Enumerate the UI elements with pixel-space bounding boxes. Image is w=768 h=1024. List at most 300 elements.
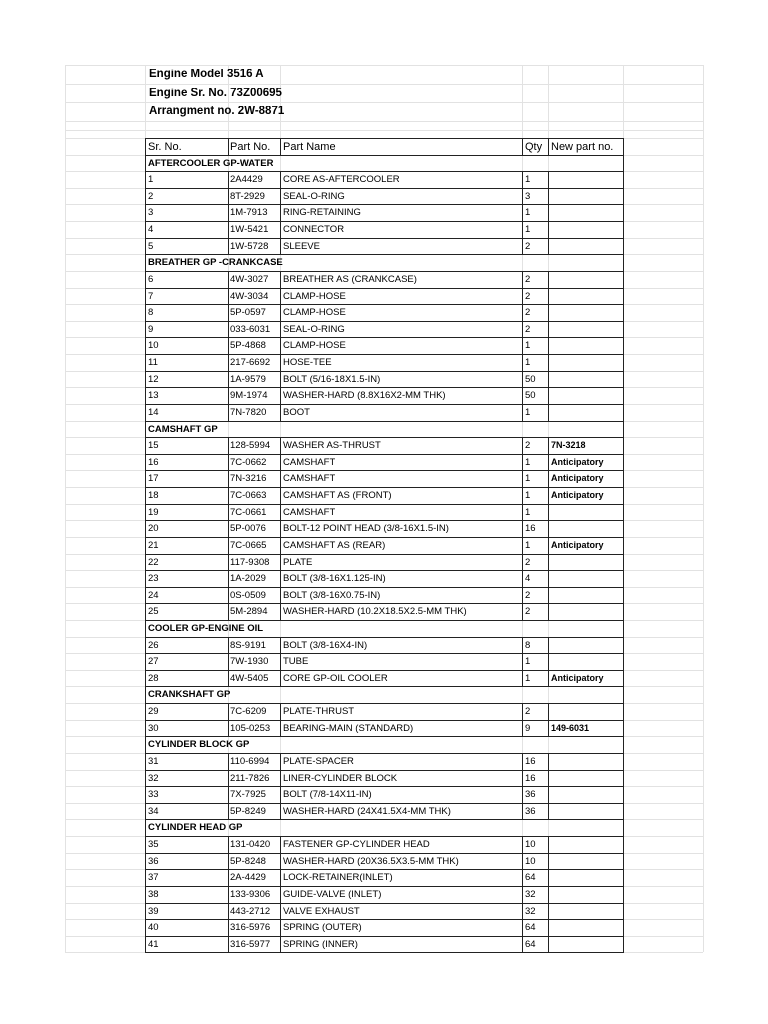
grid-hline bbox=[623, 570, 703, 571]
table-vline bbox=[522, 537, 523, 555]
part-name-cell: CORE GP-OIL COOLER bbox=[283, 673, 388, 683]
table-vline bbox=[145, 204, 146, 222]
qty-cell: 16 bbox=[525, 773, 536, 783]
table-vline bbox=[548, 238, 549, 255]
table-hline bbox=[145, 321, 624, 322]
section-title: CYLINDER HEAD GP bbox=[148, 822, 243, 832]
grid-hline bbox=[623, 454, 703, 455]
part-name-cell: HOSE-TEE bbox=[283, 357, 332, 367]
table-vline bbox=[228, 537, 229, 555]
table-vline bbox=[145, 936, 146, 953]
table-hline bbox=[145, 836, 624, 837]
sr-no-cell: 24 bbox=[148, 590, 159, 600]
part-no-cell: 5P-4868 bbox=[230, 340, 266, 350]
grid-hline bbox=[65, 836, 145, 837]
table-vline bbox=[228, 404, 229, 422]
table-vline bbox=[280, 221, 281, 239]
table-vline bbox=[280, 653, 281, 671]
sr-no-cell: 8 bbox=[148, 307, 154, 317]
grid-hline bbox=[65, 537, 145, 538]
table-vline bbox=[280, 321, 281, 338]
grid-hline bbox=[623, 803, 703, 804]
grid-hline bbox=[623, 952, 703, 953]
qty-cell: 2 bbox=[525, 241, 531, 251]
table-vline bbox=[228, 637, 229, 654]
table-vline bbox=[522, 803, 523, 820]
table-vline bbox=[280, 337, 281, 355]
table-hline bbox=[145, 504, 624, 505]
table-vline bbox=[145, 903, 146, 920]
table-vline bbox=[228, 653, 229, 671]
part-no-cell: 1M-7913 bbox=[230, 207, 268, 217]
sr-no-cell: 33 bbox=[148, 789, 159, 799]
table-vline bbox=[228, 720, 229, 737]
table-vline bbox=[522, 404, 523, 422]
part-no-cell: 7N-3216 bbox=[230, 473, 267, 483]
part-name-cell: CAMSHAFT bbox=[283, 457, 336, 467]
sr-no-cell: 32 bbox=[148, 773, 159, 783]
table-vline bbox=[145, 786, 146, 804]
table-vline bbox=[280, 437, 281, 455]
part-name-cell: SPRING (INNER) bbox=[283, 939, 358, 949]
table-vline bbox=[228, 354, 229, 372]
table-vline bbox=[280, 770, 281, 787]
grid-hline bbox=[623, 819, 703, 820]
table-hline bbox=[145, 421, 624, 422]
sr-no-cell: 34 bbox=[148, 806, 159, 816]
table-vline bbox=[280, 670, 281, 687]
qty-cell: 50 bbox=[525, 390, 536, 400]
sr-no-cell: 39 bbox=[148, 906, 159, 916]
table-vline bbox=[228, 836, 229, 854]
part-name-cell: CAMSHAFT AS (REAR) bbox=[283, 540, 386, 550]
grid-hline bbox=[623, 554, 703, 555]
table-vline bbox=[548, 487, 549, 505]
grid-hline bbox=[65, 454, 145, 455]
table-vline bbox=[522, 271, 523, 289]
table-vline bbox=[522, 703, 523, 721]
table-vline bbox=[145, 487, 146, 505]
table-vline bbox=[623, 803, 624, 820]
grid-hline bbox=[65, 703, 145, 704]
table-vline bbox=[623, 504, 624, 521]
table-hline bbox=[145, 736, 624, 737]
table-vline bbox=[623, 254, 624, 272]
table-vline bbox=[145, 886, 146, 904]
table-vline bbox=[623, 637, 624, 654]
part-no-cell: 117-9308 bbox=[230, 557, 270, 567]
part-no-cell: 4W-5405 bbox=[230, 673, 269, 683]
table-vline bbox=[228, 786, 229, 804]
grid-hline bbox=[65, 171, 145, 172]
qty-cell: 16 bbox=[525, 523, 536, 533]
grid-hline bbox=[65, 404, 145, 405]
qty-cell: 1 bbox=[525, 457, 531, 467]
sr-no-cell: 18 bbox=[148, 490, 159, 500]
table-hline bbox=[145, 853, 624, 854]
table-vline bbox=[145, 686, 146, 704]
qty-cell: 1 bbox=[525, 407, 531, 417]
table-vline bbox=[548, 188, 549, 205]
grid-hline bbox=[65, 803, 145, 804]
qty-cell: 1 bbox=[525, 357, 531, 367]
grid-hline bbox=[623, 504, 703, 505]
table-vline bbox=[548, 570, 549, 588]
sr-no-cell: 38 bbox=[148, 889, 159, 899]
sr-no-cell: 5 bbox=[148, 241, 154, 251]
table-hline bbox=[145, 171, 624, 172]
table-vline bbox=[228, 803, 229, 820]
part-no-cell: 7C-0661 bbox=[230, 507, 267, 517]
grid-hline bbox=[65, 470, 145, 471]
grid-hline bbox=[623, 686, 703, 687]
grid-hline bbox=[65, 221, 145, 222]
table-vline bbox=[548, 204, 549, 222]
table-vline bbox=[280, 554, 281, 571]
table-hline bbox=[145, 919, 624, 920]
table-vline bbox=[228, 886, 229, 904]
table-hline bbox=[145, 221, 624, 222]
table-vline bbox=[280, 188, 281, 205]
table-vline bbox=[145, 753, 146, 771]
grid-hline bbox=[65, 121, 703, 122]
table-vline bbox=[623, 819, 624, 837]
table-vline bbox=[623, 271, 624, 289]
grid-hline bbox=[65, 271, 145, 272]
part-name-cell: WASHER-HARD (24X41.5X4-MM THK) bbox=[283, 806, 451, 816]
grid-hline bbox=[623, 171, 703, 172]
qty-cell: 64 bbox=[525, 922, 536, 932]
table-vline bbox=[228, 603, 229, 621]
table-hline bbox=[145, 387, 624, 388]
part-name-cell: CORE AS-AFTERCOOLER bbox=[283, 174, 400, 184]
table-vline bbox=[228, 188, 229, 205]
part-no-cell: 8T-2929 bbox=[230, 191, 265, 201]
table-vline bbox=[228, 470, 229, 488]
sr-no-cell: 16 bbox=[148, 457, 159, 467]
table-vline bbox=[228, 770, 229, 787]
table-vline bbox=[623, 554, 624, 571]
part-no-cell: 4W-3034 bbox=[230, 291, 269, 301]
engine-serial-label: Engine Sr. No. 73Z00695 bbox=[149, 87, 282, 99]
table-vline bbox=[548, 919, 549, 937]
table-vline bbox=[548, 221, 549, 239]
engine-model-label: Engine Model 3516 A bbox=[149, 69, 264, 80]
sr-no-cell: 22 bbox=[148, 557, 159, 567]
part-name-cell: BOLT (3/8-16X1.125-IN) bbox=[283, 573, 386, 583]
table-hline bbox=[145, 786, 624, 787]
part-no-cell: 5P-0076 bbox=[230, 523, 266, 533]
sr-no-cell: 14 bbox=[148, 407, 159, 417]
part-no-cell: 133-9306 bbox=[230, 889, 271, 899]
grid-hline bbox=[65, 437, 145, 438]
grid-hline bbox=[623, 936, 703, 937]
table-hline bbox=[145, 819, 624, 820]
table-vline bbox=[280, 138, 281, 156]
table-vline bbox=[548, 504, 549, 521]
qty-cell: 36 bbox=[525, 806, 536, 816]
table-vline bbox=[623, 869, 624, 887]
qty-cell: 1 bbox=[525, 207, 531, 217]
table-vline bbox=[228, 919, 229, 937]
table-vline bbox=[145, 919, 146, 937]
table-vline bbox=[280, 587, 281, 604]
table-vline bbox=[548, 371, 549, 388]
part-name-cell: WASHER-HARD (8.8X16X2-MM THK) bbox=[283, 390, 446, 400]
table-vline bbox=[228, 487, 229, 505]
table-vline bbox=[548, 786, 549, 804]
qty-cell: 2 bbox=[525, 291, 531, 301]
table-vline bbox=[623, 720, 624, 737]
part-no-cell: 7C-0663 bbox=[230, 490, 267, 500]
table-vline bbox=[145, 288, 146, 305]
table-vline bbox=[145, 554, 146, 571]
table-vline bbox=[280, 570, 281, 588]
table-vline bbox=[548, 703, 549, 721]
sr-no-cell: 41 bbox=[148, 939, 159, 949]
grid-hline bbox=[65, 321, 145, 322]
table-vline bbox=[280, 753, 281, 771]
table-vline bbox=[522, 188, 523, 205]
table-vline bbox=[548, 354, 549, 372]
table-vline bbox=[280, 238, 281, 255]
grid-hline bbox=[65, 504, 145, 505]
qty-cell: 2 bbox=[525, 590, 531, 600]
grid-hline bbox=[623, 520, 703, 521]
table-hline bbox=[145, 470, 624, 471]
table-vline bbox=[548, 770, 549, 787]
table-vline bbox=[280, 204, 281, 222]
grid-hline bbox=[623, 869, 703, 870]
part-no-cell: 7W-1930 bbox=[230, 656, 269, 666]
grid-hline bbox=[623, 221, 703, 222]
part-name-cell: VALVE EXHAUST bbox=[283, 906, 360, 916]
grid-hline bbox=[65, 155, 145, 156]
sr-no-cell: 12 bbox=[148, 374, 159, 384]
table-vline bbox=[522, 869, 523, 887]
table-vline bbox=[623, 354, 624, 372]
grid-hline bbox=[623, 321, 703, 322]
table-hline bbox=[145, 354, 624, 355]
table-vline bbox=[228, 670, 229, 687]
qty-cell: 1 bbox=[525, 507, 531, 517]
qty-cell: 1 bbox=[525, 490, 531, 500]
sr-no-cell: 6 bbox=[148, 274, 154, 284]
table-vline bbox=[623, 221, 624, 239]
table-vline bbox=[623, 903, 624, 920]
grid-hline bbox=[65, 130, 703, 131]
part-no-cell: 5M-2894 bbox=[230, 606, 268, 616]
table-vline bbox=[228, 371, 229, 388]
table-vline bbox=[228, 903, 229, 920]
part-name-cell: CAMSHAFT bbox=[283, 473, 336, 483]
table-vline bbox=[145, 304, 146, 322]
qty-cell: 3 bbox=[525, 191, 531, 201]
part-no-cell: 0S-0509 bbox=[230, 590, 266, 600]
table-vline bbox=[623, 437, 624, 455]
table-vline bbox=[548, 886, 549, 904]
table-vline bbox=[623, 171, 624, 189]
table-vline bbox=[522, 171, 523, 189]
table-hline bbox=[145, 637, 624, 638]
grid-hline bbox=[65, 886, 145, 887]
part-no-cell: 1A-2029 bbox=[230, 573, 266, 583]
grid-hline bbox=[65, 387, 145, 388]
table-vline bbox=[548, 171, 549, 189]
table-vline bbox=[280, 637, 281, 654]
grid-hline bbox=[623, 620, 703, 621]
col-new-part-no-header: New part no. bbox=[551, 141, 614, 153]
grid-hline bbox=[623, 587, 703, 588]
grid-hline bbox=[623, 421, 703, 422]
table-vline bbox=[548, 903, 549, 920]
grid-hline bbox=[65, 337, 145, 338]
table-vline bbox=[548, 437, 549, 455]
table-hline bbox=[145, 753, 624, 754]
table-vline bbox=[280, 171, 281, 189]
qty-cell: 2 bbox=[525, 324, 531, 334]
grid-hline bbox=[65, 554, 145, 555]
sr-no-cell: 7 bbox=[148, 291, 154, 301]
table-vline bbox=[623, 587, 624, 604]
table-vline bbox=[522, 304, 523, 322]
table-hline bbox=[145, 886, 624, 887]
table-vline bbox=[145, 803, 146, 820]
table-vline bbox=[548, 404, 549, 422]
table-vline bbox=[522, 570, 523, 588]
grid-hline bbox=[65, 603, 145, 604]
qty-cell: 50 bbox=[525, 374, 536, 384]
table-vline bbox=[548, 603, 549, 621]
qty-cell: 8 bbox=[525, 640, 531, 650]
table-vline bbox=[623, 886, 624, 904]
grid-hline bbox=[65, 952, 145, 953]
table-vline bbox=[623, 703, 624, 721]
table-vline bbox=[228, 238, 229, 255]
table-hline bbox=[145, 288, 624, 289]
table-vline bbox=[623, 936, 624, 953]
part-name-cell: PLATE bbox=[283, 557, 313, 567]
table-vline bbox=[623, 337, 624, 355]
table-vline bbox=[522, 354, 523, 372]
part-no-cell: 5P-8248 bbox=[230, 856, 266, 866]
grid-hline bbox=[623, 886, 703, 887]
table-vline bbox=[522, 504, 523, 521]
table-vline bbox=[280, 903, 281, 920]
grid-hline bbox=[623, 720, 703, 721]
grid-hline bbox=[65, 903, 145, 904]
table-vline bbox=[145, 836, 146, 854]
grid-hline bbox=[65, 188, 145, 189]
table-hline bbox=[145, 869, 624, 870]
part-name-cell: WASHER AS-THRUST bbox=[283, 440, 381, 450]
part-name-cell: PLATE-SPACER bbox=[283, 756, 354, 766]
table-vline bbox=[522, 786, 523, 804]
table-vline bbox=[280, 470, 281, 488]
grid-hline bbox=[65, 65, 703, 66]
table-vline bbox=[228, 337, 229, 355]
sr-no-cell: 23 bbox=[148, 573, 159, 583]
new-part-no-cell: Anticipatory bbox=[551, 540, 604, 550]
table-vline bbox=[548, 869, 549, 887]
table-vline bbox=[145, 470, 146, 488]
grid-hline bbox=[65, 238, 145, 239]
qty-cell: 10 bbox=[525, 856, 536, 866]
new-part-no-cell: Anticipatory bbox=[551, 457, 604, 467]
part-name-cell: CLAMP-HOSE bbox=[283, 291, 346, 301]
table-vline bbox=[145, 155, 146, 172]
col-part-name-header: Part Name bbox=[283, 141, 336, 153]
grid-hline bbox=[65, 204, 145, 205]
table-vline bbox=[548, 470, 549, 488]
part-no-cell: 7X-7925 bbox=[230, 789, 266, 799]
grid-hline bbox=[623, 736, 703, 737]
table-hline bbox=[145, 936, 624, 937]
table-vline bbox=[522, 138, 523, 156]
grid-hline bbox=[65, 520, 145, 521]
part-name-cell: CLAMP-HOSE bbox=[283, 307, 346, 317]
table-vline bbox=[145, 670, 146, 687]
grid-hline bbox=[65, 686, 145, 687]
table-vline bbox=[522, 886, 523, 904]
col-qty-header: Qty bbox=[525, 141, 543, 153]
table-vline bbox=[228, 504, 229, 521]
sr-no-cell: 28 bbox=[148, 673, 159, 683]
grid-hline bbox=[623, 404, 703, 405]
table-vline bbox=[623, 487, 624, 505]
part-no-cell: 9M-1974 bbox=[230, 390, 268, 400]
grid-hline bbox=[65, 786, 145, 787]
table-vline bbox=[522, 437, 523, 455]
table-hline bbox=[145, 570, 624, 571]
grid-hline bbox=[623, 271, 703, 272]
table-vline bbox=[548, 637, 549, 654]
table-vline bbox=[548, 753, 549, 771]
qty-cell: 4 bbox=[525, 573, 531, 583]
part-name-cell: PLATE-THRUST bbox=[283, 706, 355, 716]
table-vline bbox=[145, 637, 146, 654]
table-vline bbox=[522, 670, 523, 687]
table-vline bbox=[145, 238, 146, 255]
sr-no-cell: 26 bbox=[148, 640, 159, 650]
table-vline bbox=[522, 520, 523, 538]
table-vline bbox=[522, 603, 523, 621]
qty-cell: 1 bbox=[525, 656, 531, 666]
table-vline bbox=[522, 637, 523, 654]
qty-cell: 9 bbox=[525, 723, 531, 733]
table-vline bbox=[280, 487, 281, 505]
table-vline bbox=[548, 321, 549, 338]
grid-hline bbox=[623, 238, 703, 239]
table-vline bbox=[280, 520, 281, 538]
part-no-cell: 131-0420 bbox=[230, 839, 271, 849]
grid-hline bbox=[65, 587, 145, 588]
grid-hline bbox=[623, 703, 703, 704]
sr-no-cell: 17 bbox=[148, 473, 159, 483]
grid-hline bbox=[623, 903, 703, 904]
table-vline bbox=[280, 271, 281, 289]
grid-hline bbox=[623, 470, 703, 471]
grid-hline bbox=[65, 936, 145, 937]
table-vline bbox=[145, 321, 146, 338]
table-vline bbox=[145, 404, 146, 422]
table-vline bbox=[522, 919, 523, 937]
table-vline bbox=[145, 736, 146, 754]
table-vline bbox=[522, 487, 523, 505]
table-hline bbox=[145, 337, 624, 338]
table-vline bbox=[145, 354, 146, 372]
part-no-cell: 4W-3027 bbox=[230, 274, 269, 284]
